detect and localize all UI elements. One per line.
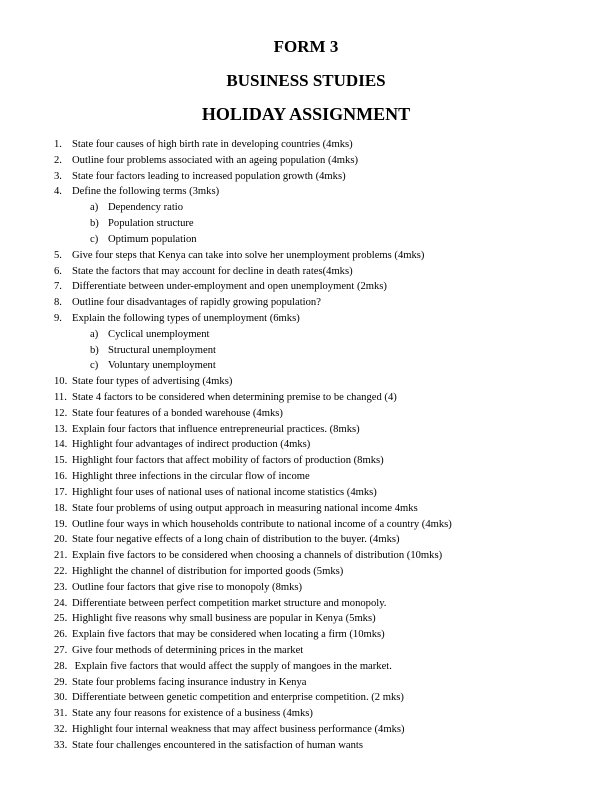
- question-number: 3.: [54, 170, 62, 182]
- subject-heading: BUSINESS STUDIES: [226, 71, 386, 90]
- question-text: State four challenges encountered in the satisfaction of human wants: [72, 739, 363, 751]
- question-number: 11.: [54, 392, 67, 403]
- question-text: Highlight four factors that affect mobility of factors of production (8mks): [72, 455, 384, 467]
- question-number: 5.: [54, 249, 62, 261]
- question-text: Differentiate between under-employment and open unemployment (2mks): [72, 281, 387, 293]
- question-number: 25.: [54, 613, 68, 625]
- question-text: Explain the following types of unemployment (6mks): [72, 312, 300, 324]
- question-item: [54, 532, 606, 548]
- sub-question-label: b): [90, 344, 99, 356]
- question-number: 19.: [54, 518, 68, 530]
- question-number: 14.: [54, 439, 68, 451]
- question-number: 33.: [54, 739, 68, 751]
- question-item: [54, 374, 606, 390]
- question-item: [54, 627, 606, 643]
- question-text: Outline four disadvantages of rapidly growing population?: [72, 297, 321, 309]
- question-item: [54, 422, 606, 438]
- question-number: 17.: [54, 486, 68, 498]
- question-item: [54, 295, 606, 311]
- question-number: 7.: [54, 281, 62, 293]
- question-item: [54, 153, 606, 169]
- question-item: [54, 675, 606, 691]
- question-number: 21.: [54, 550, 68, 562]
- question-text: State four features of a bonded warehouse (4mks): [72, 407, 283, 419]
- question-item: [54, 248, 606, 264]
- question-text: Explain five factors to be considered when choosing a channels of distribution (10mks): [72, 550, 443, 562]
- sub-question-label: a): [90, 328, 99, 340]
- question-item: [54, 279, 606, 295]
- sub-question-text: Dependency ratio: [108, 202, 184, 214]
- question-number: 9.: [54, 312, 62, 324]
- question-text: Outline four factors that give rise to monopoly (8mks): [72, 581, 303, 593]
- question-number: 20.: [54, 534, 68, 546]
- question-number: 28.: [54, 660, 68, 672]
- question-item: [54, 406, 606, 422]
- sub-question-label: c): [90, 233, 99, 245]
- question-list: [54, 137, 606, 754]
- question-item: [54, 564, 606, 580]
- question-text: Differentiate between perfect competition market structure and monopoly.: [72, 597, 387, 609]
- question-text: Highlight three infections in the circular flow of income: [72, 471, 310, 483]
- question-item: [54, 706, 606, 722]
- sub-question-item: [54, 216, 606, 232]
- question-number: 13.: [54, 423, 68, 435]
- question-text: State four factors leading to increased population growth (4mks): [72, 170, 346, 182]
- form-heading: FORM 3: [273, 37, 339, 56]
- question-item: [54, 169, 606, 185]
- question-item: [54, 738, 606, 754]
- question-number: 1.: [54, 139, 62, 150]
- question-item: [54, 437, 606, 453]
- sub-question-item: [54, 358, 606, 374]
- question-item: [54, 137, 606, 153]
- question-text: Highlight the channel of distribution for imported goods (5mks): [72, 565, 344, 577]
- question-number: 29.: [54, 676, 68, 688]
- question-item: [54, 659, 606, 675]
- sub-question-item: [54, 327, 606, 343]
- question-number: 18.: [54, 502, 68, 514]
- question-text: Highlight four internal weakness that may affect business performance (4mks): [72, 724, 405, 736]
- question-item: [54, 548, 606, 564]
- question-text: Explain four factors that influence entrepreneurial practices. (8mks): [72, 423, 360, 435]
- question-text: Highlight four uses of national uses of national income statistics (4mks): [72, 486, 377, 498]
- question-text: Differentiate between genetic competition and enterprise competition. (2 mks): [72, 692, 404, 704]
- question-text: Highlight four advantages of indirect production (4mks): [72, 439, 311, 451]
- question-text: State four problems facing insurance industry in Kenya: [72, 676, 307, 688]
- question-text: Give four steps that Kenya can take into solve her unemployment problems (4mks): [72, 249, 425, 261]
- question-number: 22.: [54, 565, 68, 577]
- question-number: 26.: [54, 629, 68, 641]
- question-text: State four types of advertising (4mks): [72, 376, 233, 388]
- question-text: State four problems of using output approach in measuring national income 4mks: [72, 502, 418, 514]
- sub-question-item: [54, 343, 606, 359]
- sub-question-item: [54, 232, 606, 248]
- question-text: State any four reasons for existence of a business (4mks): [72, 708, 313, 720]
- sub-question-item: [54, 200, 606, 216]
- question-number: 30.: [54, 692, 68, 704]
- question-item: [54, 501, 606, 517]
- question-number: 24.: [54, 597, 68, 609]
- sub-question-text: Cyclical unemployment: [108, 328, 210, 340]
- sub-question-label: a): [90, 202, 99, 214]
- question-text: State four negative effects of a long chain of distribution to the buyer. (4mks): [72, 534, 400, 546]
- question-text: Explain five factors that may be considered when locating a firm (10mks): [72, 629, 385, 641]
- question-item: [54, 517, 606, 533]
- question-item: [54, 596, 606, 612]
- sub-question-label: b): [90, 218, 99, 230]
- question-text: State the factors that may account for decline in death rates(4mks): [72, 265, 353, 277]
- question-number: 4.: [54, 186, 62, 198]
- assignment-heading: HOLIDAY ASSIGNMENT: [201, 104, 411, 124]
- sub-question-text: Population structure: [108, 218, 194, 230]
- question-number: 23.: [54, 581, 68, 593]
- question-item: [54, 485, 606, 501]
- question-item: [54, 722, 606, 738]
- question-number: 8.: [54, 297, 62, 309]
- sub-question-label: c): [90, 360, 99, 372]
- question-text: Define the following terms (3mks): [72, 186, 220, 198]
- question-number: 16.: [54, 471, 68, 483]
- question-number: 15.: [54, 455, 68, 467]
- question-item: [54, 690, 606, 706]
- sub-question-text: Structural unemployment: [108, 344, 216, 356]
- question-text: Give four methods of determining prices in the market: [72, 645, 304, 656]
- question-text: Explain five factors that would affect the supply of mangoes in the market.: [72, 660, 392, 672]
- question-item: [54, 469, 606, 485]
- question-item: [54, 264, 606, 280]
- question-number: 6.: [54, 265, 62, 277]
- question-number: 32.: [54, 724, 68, 736]
- question-item: [54, 390, 606, 406]
- question-text: State 4 factors to be considered when determining premise to be changed (4): [72, 392, 397, 403]
- question-item: [54, 643, 606, 659]
- question-text: State four causes of high birth rate in developing countries (4mks): [72, 139, 353, 150]
- question-text: Outline four problems associated with an ageing population (4mks): [72, 154, 358, 166]
- question-item: [54, 453, 606, 469]
- question-text: Highlight five reasons why small business are popular in Kenya (5mks): [72, 613, 376, 625]
- sub-question-text: Voluntary unemployment: [108, 360, 216, 372]
- question-number: 2.: [54, 154, 62, 166]
- question-text: Outline four ways in which households contribute to national income of a country (4mks): [72, 518, 452, 530]
- question-item: [54, 184, 606, 200]
- question-item: [54, 580, 606, 596]
- question-item: [54, 311, 606, 327]
- question-number: 12.: [54, 407, 68, 419]
- question-number: 27.: [54, 645, 68, 656]
- question-number: 31.: [54, 708, 68, 720]
- sub-question-text: Optimum population: [108, 233, 197, 245]
- question-item: [54, 611, 606, 627]
- question-number: 10.: [54, 376, 68, 388]
